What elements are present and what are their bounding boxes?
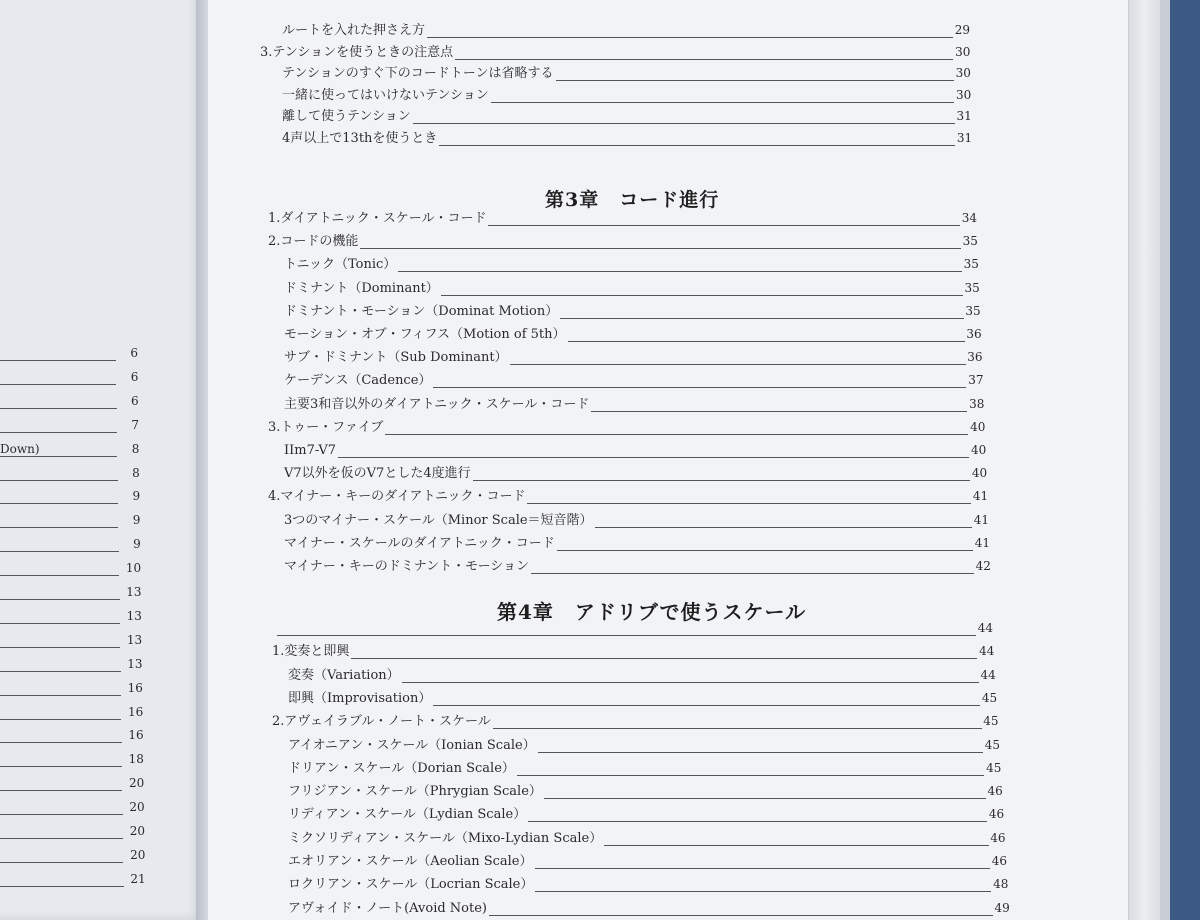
toc-entry (288, 851, 1007, 873)
page-number: 21 (130, 871, 146, 886)
toc-entry-title: 1.変奏と即興 (272, 644, 350, 660)
left-toc-entry (0, 486, 140, 508)
page-number: 40 (970, 443, 987, 457)
leader-line (528, 821, 987, 822)
page-number: 34 (961, 211, 977, 225)
toc-entry-title: サブ・ドミナント（Sub Dominant） (284, 350, 508, 366)
leader-line (0, 862, 123, 863)
left-toc-entry (0, 702, 143, 724)
page-number: 10 (125, 561, 142, 576)
toc-entry (282, 106, 972, 128)
left-toc-entry (0, 510, 140, 532)
page-edge-shadow (1160, 0, 1170, 920)
page-number: 36 (966, 327, 982, 341)
toc-entry (272, 641, 994, 663)
page-number: 41 (973, 512, 990, 527)
toc-entry-title: IIm7-V7 (284, 443, 336, 458)
toc-entry (284, 370, 983, 392)
page-number: 36 (967, 350, 983, 365)
toc-entry-title: 2.アヴェイラブル・ノート・スケール (272, 714, 491, 730)
page-number: 20 (129, 776, 145, 791)
leader-line (0, 503, 118, 504)
toc-entry (288, 688, 997, 710)
left-toc-entry (0, 439, 139, 461)
toc-entry (284, 440, 986, 462)
toc-entry-title: ドリアン・スケール（Dorian Scale） (288, 760, 515, 776)
leader-line (0, 599, 120, 600)
leader-line (556, 80, 954, 81)
leader-line (0, 719, 121, 720)
toc-entry-title: テンションのすぐ下のコードトーンは省略する (282, 66, 554, 82)
toc-entry (288, 804, 1004, 826)
leader-line (527, 503, 971, 504)
toc-entry-title: ドミナント・モーション（Dominat Motion） (284, 303, 559, 319)
left-toc-entry (0, 845, 145, 867)
toc-entry (288, 874, 1008, 896)
leader-line (493, 728, 982, 729)
page-number: 35 (964, 280, 980, 295)
left-toc-entry (0, 869, 146, 891)
toc-entry (282, 63, 971, 85)
left-toc-entry (0, 725, 144, 747)
toc-entry (284, 510, 989, 532)
leader-line (560, 318, 964, 319)
toc-entry-title: 即興（Improvisation） (288, 690, 432, 706)
leader-line (0, 623, 120, 624)
left-toc-entry (0, 821, 145, 843)
leader-line (568, 341, 965, 342)
leader-line (0, 766, 122, 767)
toc-entry (284, 533, 990, 555)
left-toc-entry (0, 558, 141, 580)
left-toc-entry (0, 582, 142, 604)
leader-line (0, 551, 119, 552)
page-number: 29 (954, 23, 970, 37)
page-number: 46 (987, 784, 1003, 799)
toc-entry (288, 828, 1006, 850)
page-number: 35 (963, 257, 979, 272)
page-number: 42 (975, 559, 991, 573)
page-number: 20 (129, 824, 145, 838)
leader-line (0, 790, 122, 791)
page-number: 18 (128, 752, 144, 767)
page-number: 6 (130, 346, 138, 360)
leader-line (433, 387, 966, 388)
leader-line (0, 575, 119, 576)
leader-line (433, 705, 980, 706)
left-toc-entry (0, 343, 138, 365)
page-number: 6 (131, 393, 139, 408)
toc-entry-title: 主要3和音以外のダイアトニック・スケール・コード (284, 396, 590, 412)
leader-line (473, 480, 970, 481)
leader-line (427, 37, 953, 38)
left-toc-entry (0, 463, 140, 485)
toc-entry-title: リディアン・スケール（Lydian Scale） (288, 807, 527, 823)
toc-entry (284, 347, 983, 369)
page-number: 16 (127, 680, 143, 695)
left-toc-entry (0, 534, 141, 556)
toc-entry (284, 324, 982, 346)
toc-entry-title: 4声以上で13thを使うとき (282, 131, 438, 146)
page-number: 30 (956, 87, 972, 102)
toc-entry-title: エオリアン・スケール（Aeolian Scale） (288, 854, 533, 869)
toc-entry (282, 128, 972, 150)
leader-line (557, 550, 973, 551)
toc-entry (288, 758, 1001, 780)
leader-line (0, 814, 123, 815)
toc-entry (288, 898, 1010, 920)
toc-entry (284, 301, 981, 323)
page-number: 13 (126, 585, 142, 599)
leader-line (604, 845, 989, 846)
page-number: 40 (971, 466, 988, 481)
leader-line (0, 384, 116, 385)
toc-entry-title: 一緒に使ってはいけないテンション (282, 87, 489, 103)
page-number: 13 (126, 632, 143, 647)
page-number: 9 (132, 489, 141, 504)
leader-line (0, 886, 124, 887)
leader-line (351, 658, 977, 659)
leader-line (439, 145, 955, 146)
leader-line (510, 364, 966, 365)
page-number: 30 (955, 66, 971, 81)
toc-entry-title: 3.トゥー・ファイブ (268, 419, 384, 435)
page-number: 44 (979, 644, 995, 659)
left-toc-entry (0, 797, 145, 819)
toc-entry-title: 離して使うテンション (282, 109, 411, 125)
chapter-3-title: 第3章 コード進行 (545, 189, 720, 211)
leader-line (0, 432, 117, 433)
toc-entry-title: ミクソリディアン・スケール（Mixo-Lydian Scale） (288, 830, 603, 846)
page-number: 45 (981, 690, 998, 705)
leader-line (517, 775, 984, 776)
leader-line (535, 891, 991, 892)
toc-entry (277, 618, 993, 640)
leader-line (398, 271, 962, 272)
leader-line (0, 695, 121, 696)
page-number: 35 (962, 234, 978, 249)
page-number: 46 (991, 854, 1007, 868)
left-toc-entry (0, 654, 143, 676)
leader-line (0, 742, 122, 743)
left-toc-entry (0, 630, 142, 652)
leader-line (338, 457, 969, 458)
page-number: 40 (970, 419, 986, 434)
leader-line (0, 838, 123, 839)
toc-entry (288, 781, 1003, 803)
leader-line (0, 527, 118, 528)
toc-entry (284, 278, 980, 300)
left-toc-entry (0, 391, 139, 413)
toc-entry-title: 2.コードの機能 (268, 234, 359, 250)
leader-line (544, 798, 986, 799)
toc-entry-title: マイナー・キーのドミナント・モーション (284, 559, 530, 574)
page-number: 46 (990, 830, 1006, 845)
toc-entry-title: 3つのマイナー・スケール（Minor Scale＝短音階） (284, 512, 593, 528)
leader-line (413, 123, 955, 124)
left-toc-entry (0, 606, 142, 628)
page-number: 45 (984, 737, 1000, 752)
leader-line (441, 295, 963, 296)
page-number: 48 (993, 877, 1009, 892)
left-toc-entry (0, 678, 143, 700)
leader-line (538, 752, 983, 753)
leader-line (0, 647, 120, 648)
left-toc-entry (0, 773, 144, 795)
toc-entry (288, 665, 996, 687)
page-number: 38 (969, 396, 985, 411)
toc-entry-title: 1.ダイアトニック・スケール・コード (268, 211, 487, 226)
leader-line (455, 59, 953, 60)
page-number: 35 (965, 303, 981, 318)
chapter-4-title: 第4章 アドリブで使うスケール (497, 600, 807, 624)
leader-line (491, 102, 954, 103)
page-number: 44 (980, 667, 996, 682)
page-number: 7 (131, 417, 140, 432)
toc-entry-title: 変奏（Variation） (288, 667, 400, 683)
page-number: 31 (956, 109, 972, 124)
toc-entry-title: マイナー・スケールのダイアトニック・コード (284, 535, 555, 551)
left-toc-entry (0, 367, 138, 389)
left-toc-entry (0, 415, 139, 437)
toc-entry (260, 42, 970, 64)
page-number: 16 (127, 704, 144, 719)
page-number: 45 (983, 714, 999, 729)
toc-entry (288, 735, 1000, 757)
leader-line (595, 527, 972, 528)
toc-entry (268, 208, 977, 230)
toc-entry (268, 231, 978, 253)
toc-entry (268, 417, 985, 439)
toc-entry (282, 85, 971, 107)
page-number: 49 (994, 900, 1010, 915)
toc-entry (268, 486, 988, 508)
page-number: 20 (130, 847, 146, 862)
leader-line (489, 915, 993, 916)
leader-line (0, 360, 116, 361)
toc-entry-title: V7以外を仮のV7とした4度進行 (284, 466, 471, 482)
page-number: 41 (972, 489, 989, 504)
toc-entry (284, 254, 979, 276)
leader-line (535, 868, 990, 869)
page-number: 44 (977, 621, 993, 635)
toc-entry-title: モーション・オブ・フィフス（Motion of 5th） (284, 327, 566, 342)
toc-entry (282, 20, 970, 42)
page-number: 9 (133, 537, 141, 552)
leader-line (0, 408, 117, 409)
toc-entry-title: アヴォイド・ノート(Avoid Note) (288, 900, 487, 916)
page-number: 37 (968, 373, 984, 388)
leader-line (531, 573, 974, 574)
page-number: 6 (130, 369, 139, 384)
toc-entry (284, 394, 984, 416)
toc-entry-title: ケーデンス（Cadence） (284, 373, 432, 389)
page-number: 16 (128, 728, 144, 743)
page-number: 8 (131, 441, 140, 456)
toc-entry (284, 463, 987, 485)
leader-line (360, 248, 961, 249)
toc-entry-title: トニック（Tonic） (284, 257, 397, 273)
page-number: 45 (986, 760, 1002, 775)
page-number: 8 (132, 465, 140, 480)
toc-entry-title: ロクリアン・スケール（Locrian Scale） (288, 877, 534, 893)
leader-line (488, 225, 960, 226)
toc-entry-title: ルートを入れた押さえ方 (282, 23, 426, 38)
leader-line (0, 480, 118, 481)
leader-line (277, 635, 976, 636)
page-number: 41 (974, 535, 990, 550)
toc-entry (272, 711, 999, 733)
leader-line (591, 411, 967, 412)
left-toc-entry (0, 749, 144, 771)
leader-line (0, 671, 121, 672)
toc-entry-title: フリジアン・スケール（Phrygian Scale） (288, 784, 542, 800)
page-number: 13 (126, 608, 142, 623)
leader-line (0, 456, 117, 457)
toc-entry (284, 556, 991, 578)
toc-entry-title: アイオニアン・スケール（Ionian Scale） (288, 737, 536, 753)
leader-line (402, 682, 979, 683)
page-number: 13 (127, 656, 143, 671)
page-number: 20 (129, 800, 145, 815)
page-number: 31 (956, 131, 973, 145)
left-toc-entry-fragment: Down) (0, 442, 44, 456)
toc-entry-title: ドミナント（Dominant） (284, 280, 439, 296)
toc-entry-title: 4.マイナー・キーのダイアトニック・コード (268, 489, 526, 505)
leader-line (385, 434, 968, 435)
page-number: 30 (955, 44, 971, 59)
page-number: 9 (132, 513, 141, 528)
toc-entry-title: 3.テンションを使うときの注意点 (260, 44, 454, 60)
page-number: 46 (988, 807, 1005, 822)
